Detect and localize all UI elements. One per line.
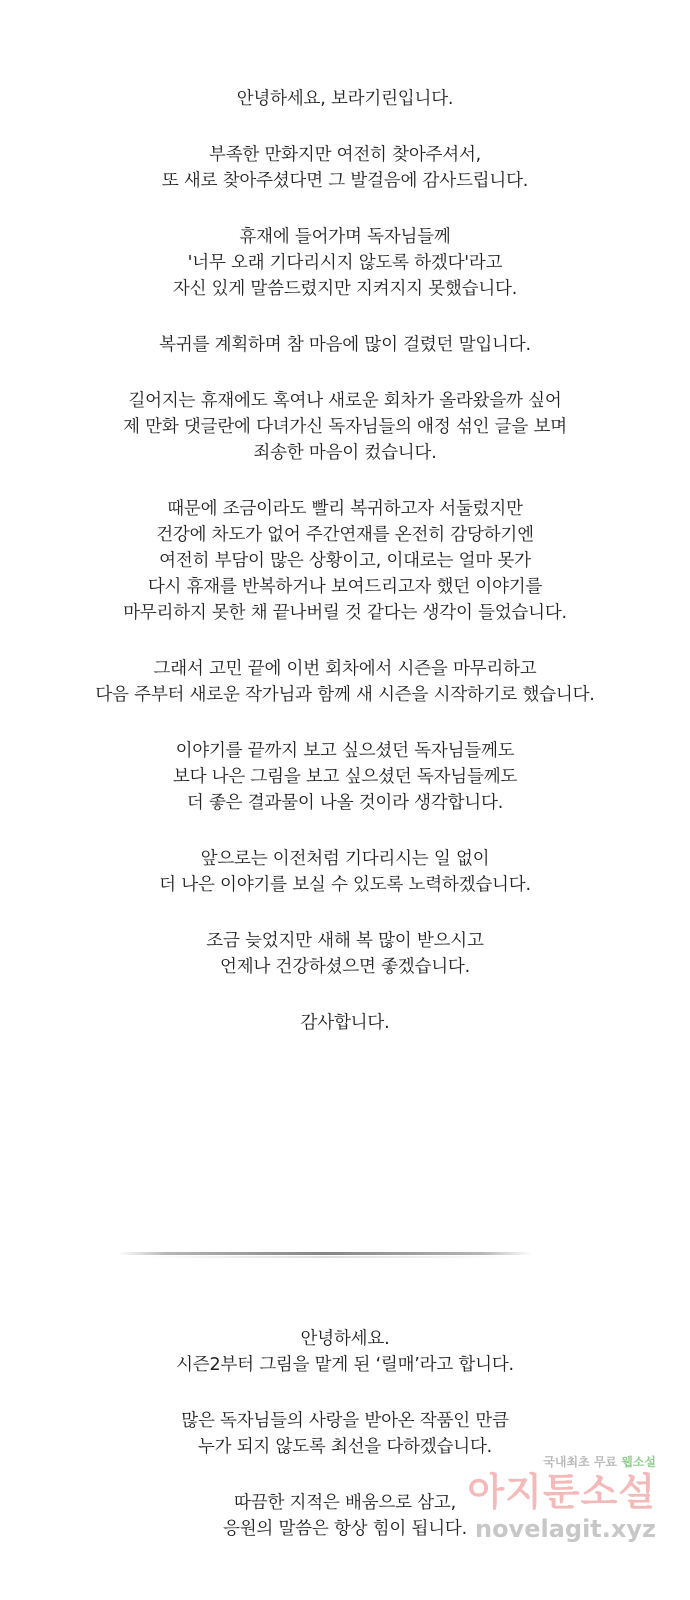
text-line: 다시 휴재를 반복하거나 보여드리고자 했던 이야기를 (147, 577, 543, 597)
text-line: 제 만화 댓글란에 다녀가신 독자님들의 애정 섞인 글을 보며 (123, 417, 567, 437)
section-divider (118, 1252, 532, 1255)
paragraph (0, 1010, 690, 1036)
paragraph (0, 86, 690, 112)
watermark-url: novelagit.xyz (474, 1515, 656, 1543)
text-line: 따끔한 지적은 배움으로 삼고, (234, 1493, 456, 1513)
text-line: 안녕하세요, 보라기린입니다. (236, 89, 454, 109)
text-line: 그래서 고민 끝에 이번 회차에서 시즌을 마무리하고 (153, 659, 537, 679)
text-line: 많은 독자님들의 사랑을 받아온 작품인 만큼 (181, 1411, 509, 1431)
text-line: 다음 주부터 새로운 작가님과 함께 새 시즌을 시작하기로 했습니다. (95, 685, 595, 705)
text-line: 앞으로는 이전처럼 기다리시는 일 없이 (200, 849, 490, 869)
text-line: 또 새로 찾아주셨다면 그 발걸음에 감사드립니다. (161, 171, 529, 191)
watermark-tagline-green: 웹소설 (621, 1455, 656, 1469)
author-note-season-2 (0, 1326, 690, 1572)
text-line: 보다 나은 그림을 보고 싶으셨던 독자님들께도 (172, 767, 518, 787)
paragraph (0, 1408, 690, 1460)
paragraph (0, 332, 690, 358)
text-line: 때문에 조금이라도 빨리 복귀하고자 서둘렀지만 (167, 499, 523, 519)
text-line: 죄송한 마음이 컸습니다. (253, 443, 437, 463)
text-line: 부족한 만화지만 여전히 찾아주셔서, (208, 145, 482, 165)
text-line: '너무 오래 기다리시지 않도록 하겠다'라고 (187, 253, 503, 273)
paragraph (0, 1490, 690, 1542)
text-line: 복귀를 계획하며 참 마음에 많이 걸렸던 말입니다. (159, 335, 531, 355)
text-line: 언제나 건강하셨으면 좋겠습니다. (220, 957, 470, 977)
text-line: 시즌2부터 그림을 맡게 된 ‘릴매’라고 합니다. (176, 1355, 514, 1375)
text-line: 길어지는 휴재에도 혹여나 새로운 회차가 올라왔을까 싶어 (128, 391, 562, 411)
text-line: 자신 있게 말씀드렸지만 지켜지지 못했습니다. (172, 279, 518, 299)
text-line: 응원의 말씀은 항상 힘이 됩니다. (223, 1519, 467, 1539)
text-line: 안녕하세요. (300, 1329, 390, 1349)
text-line: 건강에 차도가 없어 주간연재를 온전히 감당하기엔 (156, 525, 534, 545)
text-line: 누가 되지 않도록 최선을 다하겠습니다. (197, 1437, 493, 1457)
paragraph (0, 1326, 690, 1378)
paragraph (0, 738, 690, 816)
paragraph (0, 846, 690, 898)
paragraph (0, 656, 690, 708)
text-line: 더 좋은 결과물이 나올 것이라 생각합니다. (186, 793, 504, 813)
watermark-logo-text: 아지툰소설 (467, 1470, 656, 1514)
paragraph (0, 496, 690, 626)
text-line: 감사합니다. (300, 1013, 390, 1033)
text-line: 이야기를 끝까지 보고 싶으셨던 독자님들께도 (175, 741, 515, 761)
text-line: 더 나은 이야기를 보실 수 있도록 노력하겠습니다. (159, 875, 531, 895)
watermark-tagline-gray: 국내최초 무료 (543, 1455, 618, 1469)
author-note-season-1 (0, 86, 690, 1066)
paragraph (0, 142, 690, 194)
section-divider-shadow (140, 1256, 510, 1258)
text-line: 마무리하지 못한 채 끝나버릴 것 같다는 생각이 들었습니다. (123, 603, 567, 623)
text-line: 조금 늦었지만 새해 복 많이 받으시고 (206, 931, 484, 951)
paragraph (0, 224, 690, 302)
text-line: 여전히 부담이 많은 상황이고, 이대로는 얼마 못가 (159, 551, 531, 571)
text-line: 휴재에 들어가며 독자님들께 (239, 227, 451, 247)
paragraph (0, 388, 690, 466)
paragraph (0, 928, 690, 980)
